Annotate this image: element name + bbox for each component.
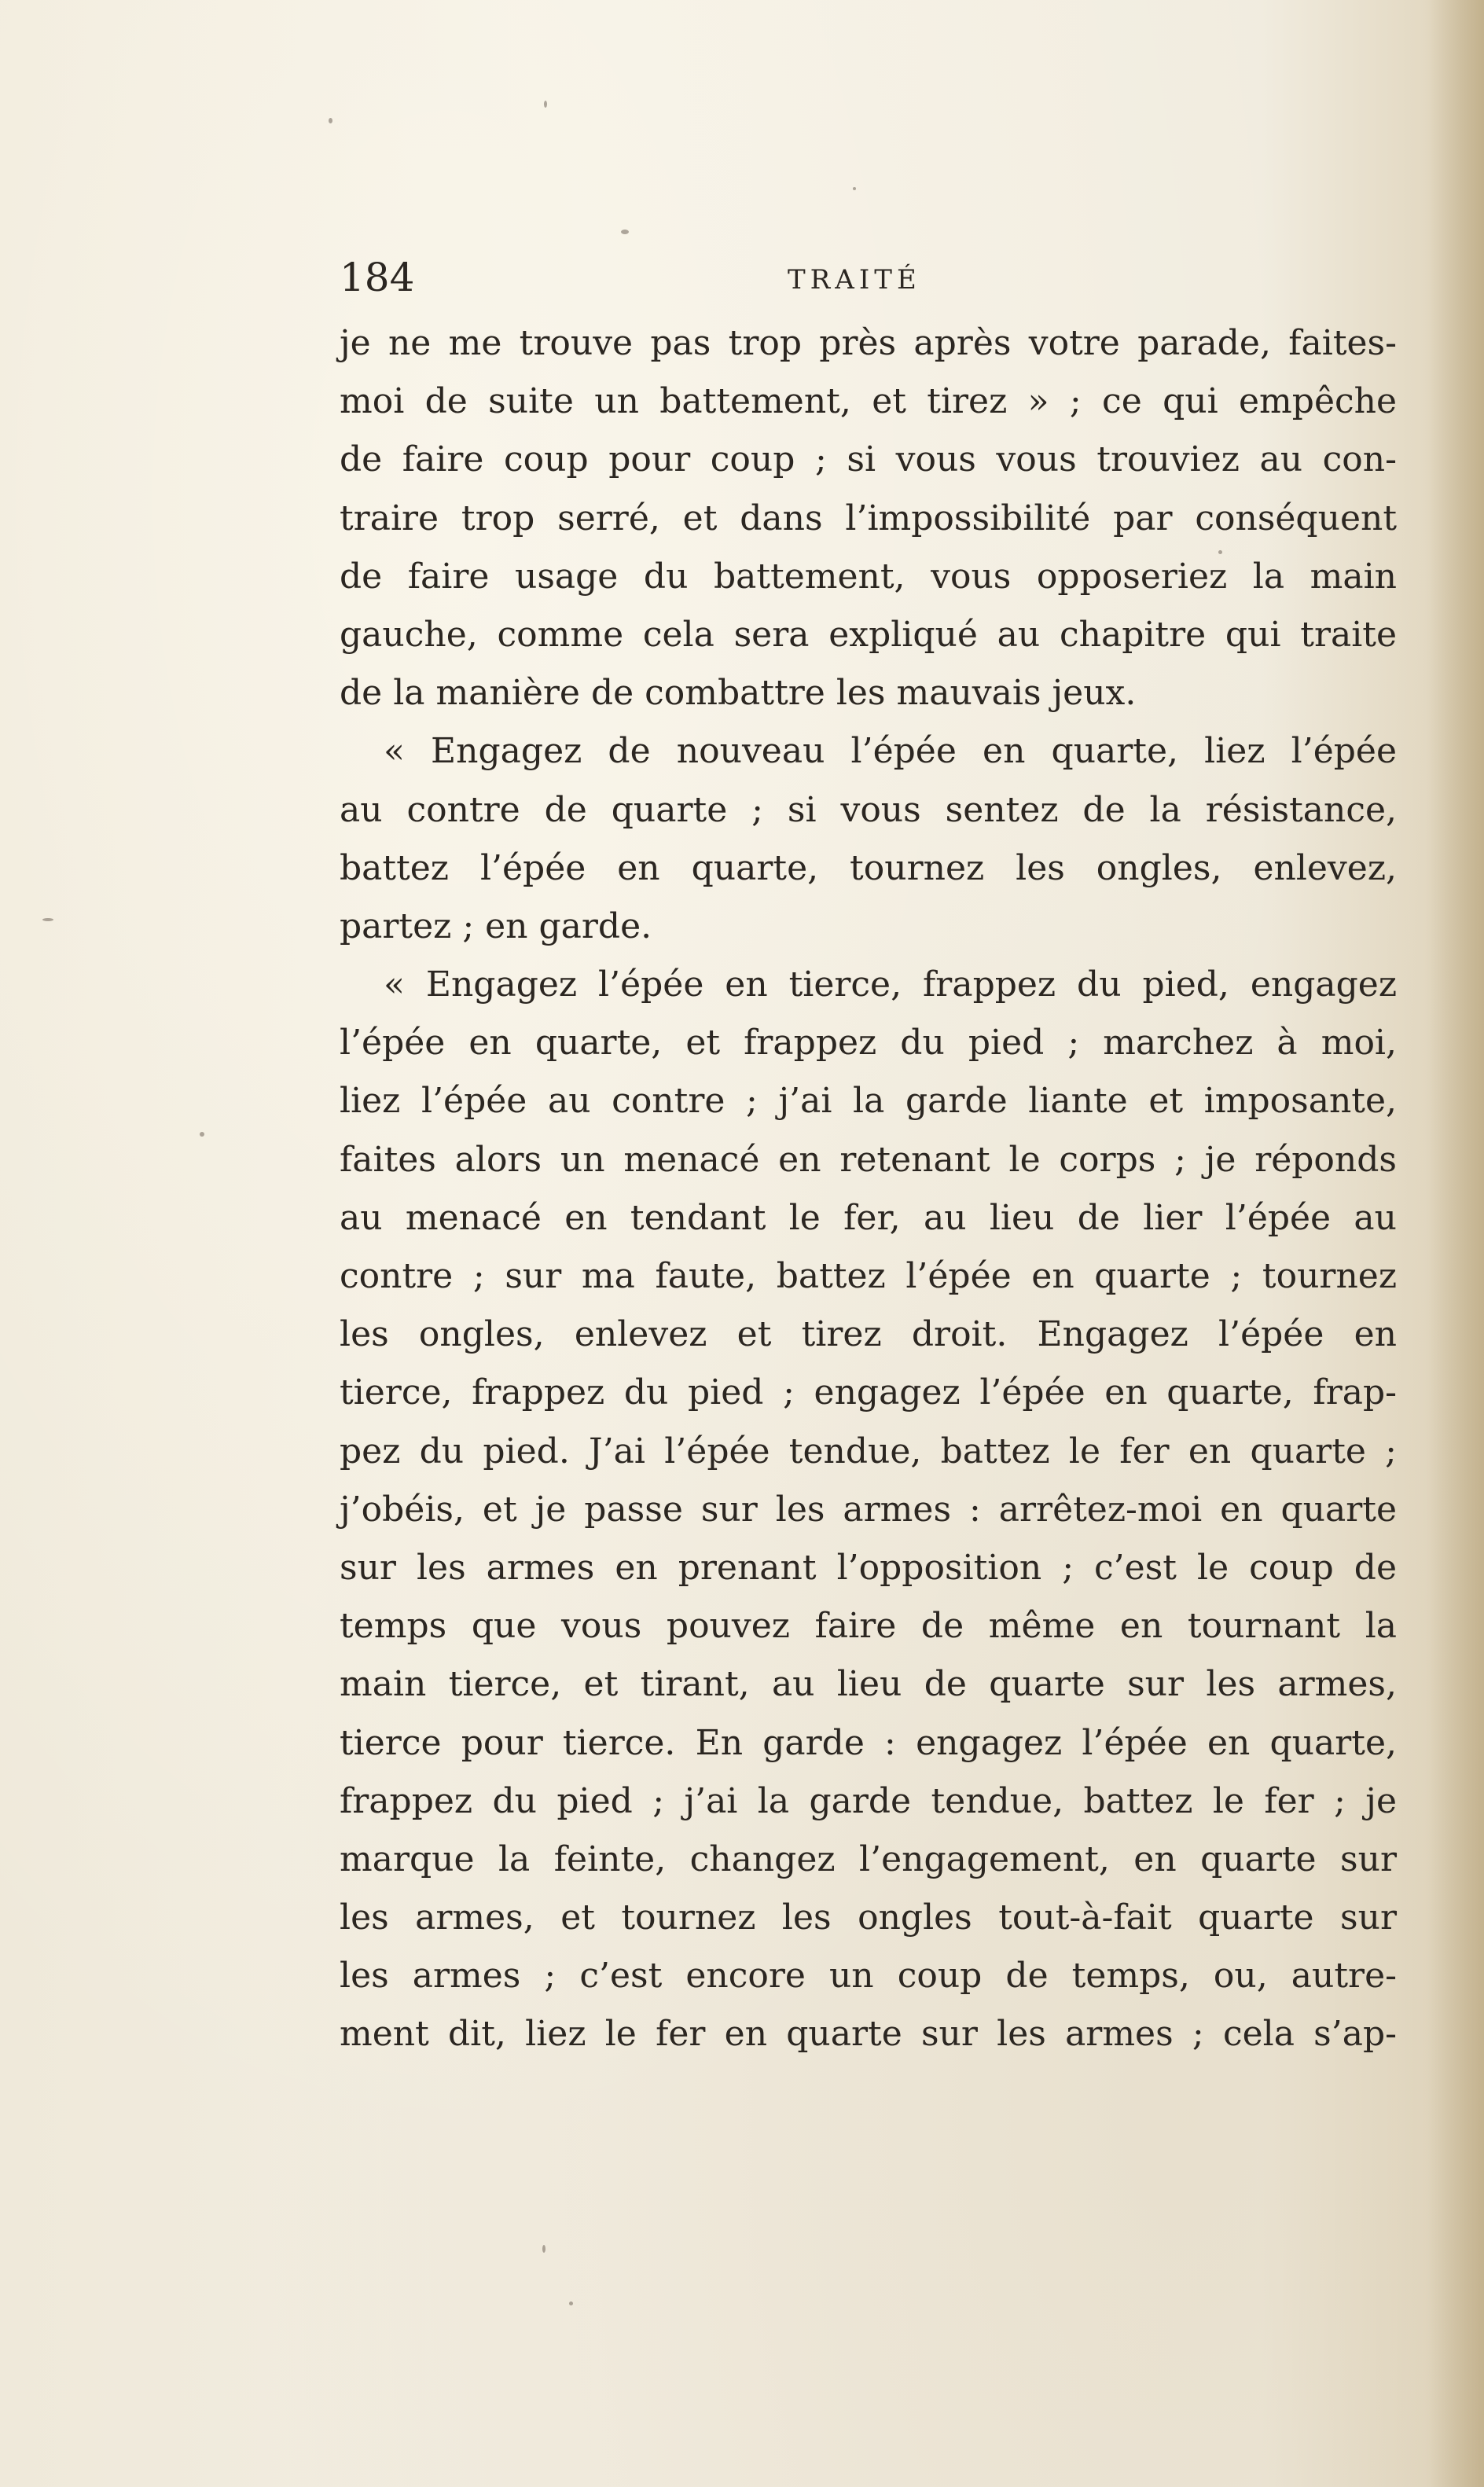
- text-line: « Engagez l’épée en tierce, frappez du pied, engagez: [384, 964, 1397, 1005]
- text-line: gauche, comme cela sera expliqué au chapitre qui traite: [340, 614, 1397, 655]
- text-line: sur les armes en prenant l’opposition ; c’est le coup de: [340, 1547, 1397, 1588]
- paper-speck: [853, 187, 856, 190]
- text-line: faites alors un menacé en retenant le corps ; je réponds: [340, 1139, 1397, 1180]
- body-text: [340, 314, 1397, 2064]
- paper-speck: [544, 101, 547, 108]
- text-line: j’obéis, et je passe sur les armes : arrêtez-moi en quarte: [340, 1489, 1397, 1530]
- running-title: TRAITÉ: [788, 264, 921, 296]
- text-line: je ne me trouve pas trop près après votre parade, faites-: [340, 323, 1397, 363]
- page-edge-shadow: [1429, 0, 1484, 2487]
- text-line: de faire usage du battement, vous opposeriez la main: [340, 556, 1397, 597]
- text-line: l’épée en quarte, et frappez du pied ; marchez à moi,: [340, 1023, 1397, 1063]
- text-line: les armes ; c’est encore un coup de temps, ou, autre-: [340, 1956, 1397, 1997]
- text-line: liez l’épée au contre ; j’ai la garde liante et imposante,: [340, 1081, 1397, 1122]
- paper-speck: [42, 918, 53, 921]
- text-line: pez du pied. J’ai l’épée tendue, battez le fer en quarte ;: [340, 1431, 1397, 1471]
- text-line: de faire coup pour coup ; si vous vous trouviez au con-: [340, 439, 1397, 480]
- paper-speck: [200, 1132, 204, 1137]
- text-line: tierce, frappez du pied ; engagez l’épée en quarte, frap-: [340, 1372, 1397, 1413]
- text-line: main tierce, et tirant, au lieu de quarte sur les armes,: [340, 1664, 1397, 1705]
- text-line: les armes, et tournez les ongles tout-à-fait quarte sur: [340, 1897, 1397, 1938]
- page-number: 184: [340, 255, 415, 300]
- running-head: [340, 250, 1397, 305]
- text-line: frappez du pied ; j’ai la garde tendue, battez le fer ; je: [340, 1780, 1397, 1821]
- paper-speck: [329, 118, 332, 123]
- paper-speck: [569, 2301, 573, 2305]
- text-line: temps que vous pouvez faire de même en tournant la: [340, 1606, 1397, 1647]
- text-line: battez l’épée en quarte, tournez les ongles, enlevez,: [340, 847, 1397, 888]
- text-line: moi de suite un battement, et tirez » ; ce qui empêche: [340, 381, 1397, 422]
- text-line: ment dit, liez le fer en quarte sur les armes ; cela s’ap-: [340, 2014, 1397, 2055]
- text-line: marque la feinte, changez l’engagement, en quarte sur: [340, 1839, 1397, 1879]
- text-line: tierce pour tierce. En garde : engagez l’épée en quarte,: [340, 1722, 1397, 1763]
- text-line: « Engagez de nouveau l’épée en quarte, liez l’épée: [384, 731, 1397, 772]
- text-line: de la manière de combattre les mauvais jeux.: [340, 673, 1137, 714]
- text-line: les ongles, enlevez et tirez droit. Engagez l’épée en: [340, 1314, 1397, 1355]
- text-line: contre ; sur ma faute, battez l’épée en quarte ; tournez: [340, 1256, 1397, 1296]
- text-line: partez ; en garde.: [340, 906, 652, 946]
- text-line: au menacé en tendant le fer, au lieu de lier l’épée au: [340, 1197, 1397, 1238]
- text-line: au contre de quarte ; si vous sentez de la résistance,: [340, 789, 1397, 830]
- paper-speck: [542, 2245, 545, 2253]
- text-line: traire trop serré, et dans l’impossibilité par conséquent: [340, 498, 1397, 538]
- paper-speck: [621, 230, 629, 234]
